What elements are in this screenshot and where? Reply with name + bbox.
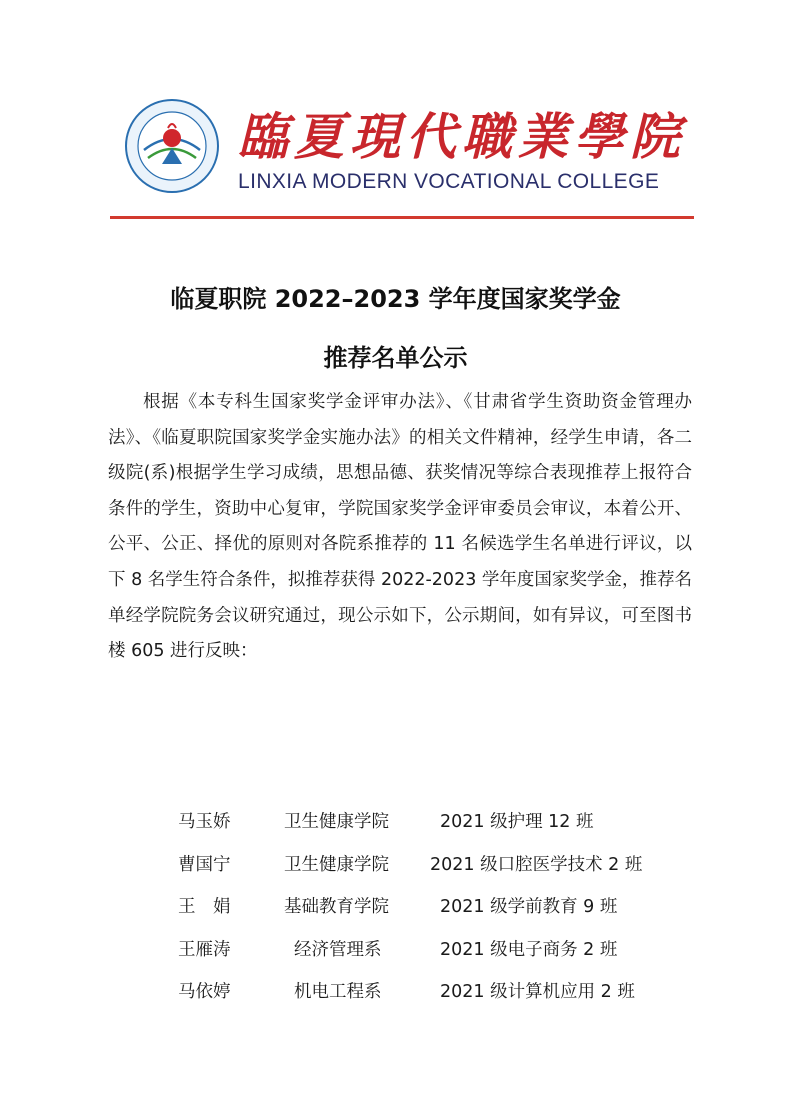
header-divider [110, 216, 694, 219]
recipient-class: 2021 级口腔医学技术 2 班 [430, 854, 643, 875]
notice-paragraph: 根据《本专科生国家奖学金评审办法》、《甘肃省学生资助资金管理办法》、《临夏职院国家奖学金实施办法》的相关文件精神，经学生申请，各二级院(系)根据学生学习成绩，思想品德、获奖情况等综合表现推荐上报符合条件的学生，资助中心复审，学院国家奖学金评审委员会审议，本着公开、公平、公正、择优的原则对各院系推荐的 11 名候选学生名单进行评议，以下 8 名学生符合条件，拟推荐获得 2022-2023 学年度国家奖学金，推荐名单经学院院务会议研究通过，现公示如下，公示期间，如有异议，可至图书楼 605 进行反映： [108, 392, 692, 662]
recipient-department: 机电工程系 [294, 982, 382, 1002]
recipient-name: 王雁涛 [178, 939, 231, 960]
recipient-department: 卫生健康学院 [284, 812, 389, 832]
recipient-row [178, 893, 698, 936]
recipient-department: 经济管理系 [294, 939, 382, 960]
recipient-department: 基础教育学院 [284, 897, 389, 917]
recipient-department: 卫生健康学院 [284, 854, 389, 875]
recipient-name: 曹国宁 [178, 854, 231, 875]
recipient-class: 2021 级电子商务 2 班 [440, 939, 618, 960]
recipient-row [178, 978, 698, 1021]
recipient-row [178, 851, 698, 894]
college-name-english: LINXIA MODERN VOCATIONAL COLLEGE [238, 170, 660, 193]
recipient-row [178, 936, 698, 979]
recipient-class: 2021 级护理 12 班 [440, 812, 594, 832]
college-emblem-icon [124, 98, 220, 194]
recipient-name: 马玉娇 [178, 812, 231, 832]
college-name-chinese: 臨夏現代職業學院 [238, 107, 686, 166]
recipient-list [178, 808, 698, 1021]
recipient-class: 2021 级计算机应用 2 班 [440, 982, 635, 1002]
recipient-name: 王 娟 [178, 897, 231, 917]
recipient-name: 马依婷 [178, 982, 231, 1002]
document-title-line-2: 推荐名单公示 [323, 344, 468, 372]
recipient-class: 2021 级学前教育 9 班 [440, 897, 618, 917]
document-title-line-1: 临夏职院 2022–2023 学年度国家奖学金 [170, 285, 621, 313]
recipient-row [178, 808, 698, 851]
